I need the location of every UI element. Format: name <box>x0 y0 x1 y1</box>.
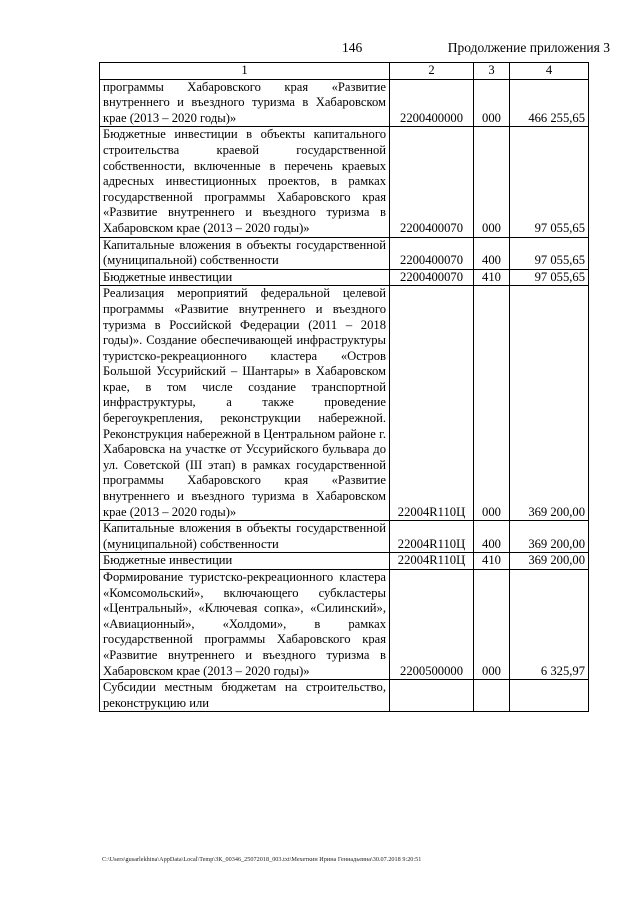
row-code: 2200400070 <box>390 127 474 237</box>
row-amount: 97 055,65 <box>510 237 589 269</box>
row-name: Капитальные вложения в объекты государственной (муниципальной) собственности <box>100 237 390 269</box>
row-name: программы Хабаровского края «Развитие внутреннего и въездного туризма в Хабаровском крае (2013 – 2020 годы)» <box>100 79 390 127</box>
row-type: 400 <box>474 237 510 269</box>
row-type: 400 <box>474 521 510 553</box>
row-amount: 369 200,00 <box>510 286 589 521</box>
row-type: 000 <box>474 286 510 521</box>
row-code: 2200400000 <box>390 79 474 127</box>
table-row <box>100 286 589 521</box>
row-code: 22004R110Ц <box>390 553 474 570</box>
row-amount: 466 255,65 <box>510 79 589 127</box>
row-name: Реализация мероприятий федеральной целевой программы «Развитие внутреннего и въездного туризма в Российской Федерации (2011 – 2018 годы)». Создание обеспечивающей инфраструктуры туристско-рекреационного кластера «Остров Большой Уссурийский – Шантары» в Хабаровском крае, в том числе создание транспортной инфраструктуры, а также проведение берегоукрепления, реконструкции набережной. Реконструкция набережной в Центральном районе г. Хабаровска на участке от Уссурийского бульвара до ул. Советской (III этап) в рамках государственной программы Хабаровского края «Развитие внутреннего и въездного туризма в Хабаровском крае (2013 – 2020 годы)» <box>100 286 390 521</box>
row-amount: 369 200,00 <box>510 521 589 553</box>
row-type: 000 <box>474 570 510 680</box>
row-name: Бюджетные инвестиции <box>100 269 390 286</box>
row-code: 2200400070 <box>390 269 474 286</box>
row-amount: 369 200,00 <box>510 553 589 570</box>
row-amount: 97 055,65 <box>510 127 589 237</box>
table-row <box>100 553 589 570</box>
row-code: 2200400070 <box>390 237 474 269</box>
row-type: 000 <box>474 127 510 237</box>
column-header: 4 <box>510 63 589 80</box>
table-header-row <box>100 63 589 80</box>
row-name: Бюджетные инвестиции <box>100 553 390 570</box>
row-type: 410 <box>474 553 510 570</box>
table-row <box>100 269 589 286</box>
table-row <box>100 680 589 712</box>
row-name: Формирование туристско-рекреационного кластера «Комсомольский», включающего субкластеры «Центральный», «Ключевая сопка», «Силинский», «Авиационный», «Холдоми», в рамках государственной программы Хабаровского края «Развитие внутреннего и въездного туризма в Хабаровском крае (2013 – 2020 годы)» <box>100 570 390 680</box>
column-header: 1 <box>100 63 390 80</box>
row-name: Капитальные вложения в объекты государственной (муниципальной) собственности <box>100 521 390 553</box>
row-code: 22004R110Ц <box>390 521 474 553</box>
row-code: 2200500000 <box>390 570 474 680</box>
table-row <box>100 237 589 269</box>
table-row <box>100 127 589 237</box>
row-name: Субсидии местным бюджетам на строительство, реконструкцию или <box>100 680 390 712</box>
row-code <box>390 680 474 712</box>
page-number: 146 <box>342 40 363 55</box>
row-type <box>474 680 510 712</box>
row-amount: 97 055,65 <box>510 269 589 286</box>
file-path-footer: C:\Users\gusarlekhina\AppData\Local\Temp\ЗК_00346_25072018_003.txt\Мехеткин Ирина Геннадьевна\30.07.2018 9:20:51 <box>102 856 422 863</box>
table-row <box>100 521 589 553</box>
continuation-label: Продолжение приложения 3 <box>447 40 610 55</box>
row-type: 000 <box>474 79 510 127</box>
row-name: Бюджетные инвестиции в объекты капитального строительства краевой государственной собственности, включенные в перечень краевых адресных инвестиционных проектов, в рамках государственной программы Хабаровского края «Развитие внутреннего и въездного туризма в Хабаровском крае (2013 – 2020 годы)» <box>100 127 390 237</box>
column-header: 3 <box>474 63 510 80</box>
column-header: 2 <box>390 63 474 80</box>
table-row <box>100 570 589 680</box>
row-amount: 6 325,97 <box>510 570 589 680</box>
budget-table <box>99 62 589 712</box>
row-type: 410 <box>474 269 510 286</box>
row-code: 22004R110Ц <box>390 286 474 521</box>
table-row <box>100 79 589 127</box>
row-amount <box>510 680 589 712</box>
